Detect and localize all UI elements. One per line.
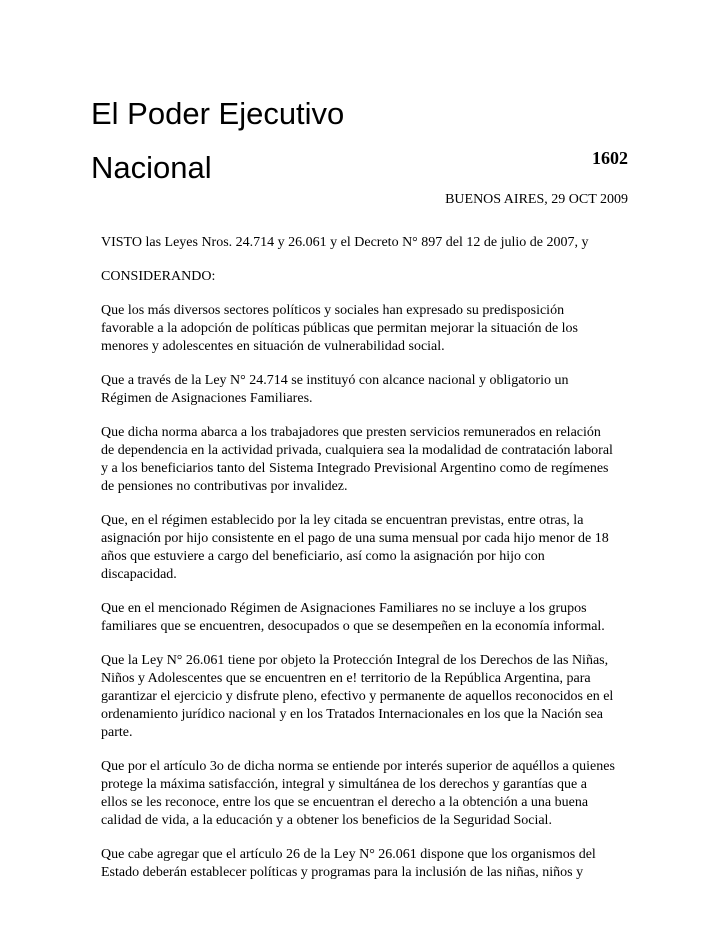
issuer-title-line-1: El Poder Ejecutivo (91, 96, 345, 131)
text-line: familiares que se encuentren, desocupados o que se desempeñen en la economía informal. (101, 619, 605, 634)
text-line: Que la Ley N° 26.061 tiene por objeto la Protección Integral de los Derechos de las Niñas, (101, 653, 609, 668)
paragraph-visto (101, 234, 631, 252)
paragraph (101, 512, 631, 584)
text-line: y a los beneficiarios tanto del Sistema Integrado Previsional Argentino como de regímenes (101, 461, 609, 476)
text-line: de dependencia en la actividad privada, cualquiera sea la modalidad de contratación laboral (101, 443, 613, 458)
paragraph (101, 758, 631, 830)
text-line: parte. (101, 725, 133, 740)
text-line: Que en el mencionado Régimen de Asignaciones Familiares no se incluye a los grupos (101, 601, 587, 616)
text-line: calidad de vida, a la educación y a obtener los beneficios de la Seguridad Social. (101, 813, 552, 828)
text-line: asignación por hijo consistente en el pago de una suma mensual por cada hijo menor de 18 (101, 531, 609, 546)
text-line: Que, en el régimen establecido por la ley citada se encuentran previstas, entre otras, la (101, 513, 584, 528)
text-line: ordenamiento jurídico nacional y en los Tratados Internacionales en los que la Nación sea (101, 707, 603, 722)
paragraph (101, 424, 631, 496)
text-line: Que dicha norma abarca a los trabajadores que presten servicios remunerados en relación (101, 425, 601, 440)
text-line: Estado deberán establecer políticas y programas para la inclusión de las niñas, niños y (101, 865, 584, 880)
paragraph (101, 302, 631, 356)
paragraph (101, 846, 631, 882)
paragraph (101, 652, 631, 742)
text-line: menores y adolescentes en situación de vulnerabilidad social. (101, 339, 445, 354)
text-line: Niños y Adolescentes que se encuentren en e! territorio de la República Argentina, para (101, 671, 591, 686)
text-line: años que estuviere a cargo del beneficiario, así como la asignación por hijo con (101, 549, 545, 564)
paragraph (101, 600, 631, 636)
paragraph-considerando (101, 268, 631, 286)
text-line: VISTO las Leyes Nros. 24.714 y 26.061 y el Decreto N° 897 del 12 de julio de 2007, y (101, 235, 589, 250)
text-line: protege la máxima satisfacción, integral y simultánea de los derechos y garantías que a (101, 777, 587, 792)
text-line: favorable a la adopción de políticas públicas que permitan mejorar la situación de los (101, 321, 578, 336)
text-line: Que los más diversos sectores políticos y sociales han expresado su predisposición (101, 303, 565, 318)
text-line: de pensiones no contributivas por invalidez. (101, 479, 348, 494)
place-date: BUENOS AIRES, 29 OCT 2009 (445, 192, 628, 207)
text-line: Que a través de la Ley N° 24.714 se instituyó con alcance nacional y obligatorio un (101, 373, 569, 388)
text-line: CONSIDERANDO: (101, 269, 216, 284)
document-body (101, 234, 631, 898)
text-line: Que por el artículo 3o de dicha norma se entiende por interés superior de aquéllos a quienes (101, 759, 615, 774)
text-line: Régimen de Asignaciones Familiares. (101, 391, 313, 406)
text-line: discapacidad. (101, 567, 177, 582)
text-line: garantizar el ejercicio y disfrute pleno, efectivo y permanente de aquellos reconocidos en el (101, 689, 614, 704)
paragraph (101, 372, 631, 408)
text-line: ellos se les reconoce, entre los que se encuentran el derecho a la obtención a una buena (101, 795, 589, 810)
issuer-title-line-2: Nacional (91, 150, 212, 185)
text-line: Que cabe agregar que el artículo 26 de la Ley N° 26.061 dispone que los organismos del (101, 847, 596, 862)
decree-number: 1602 (592, 148, 628, 168)
